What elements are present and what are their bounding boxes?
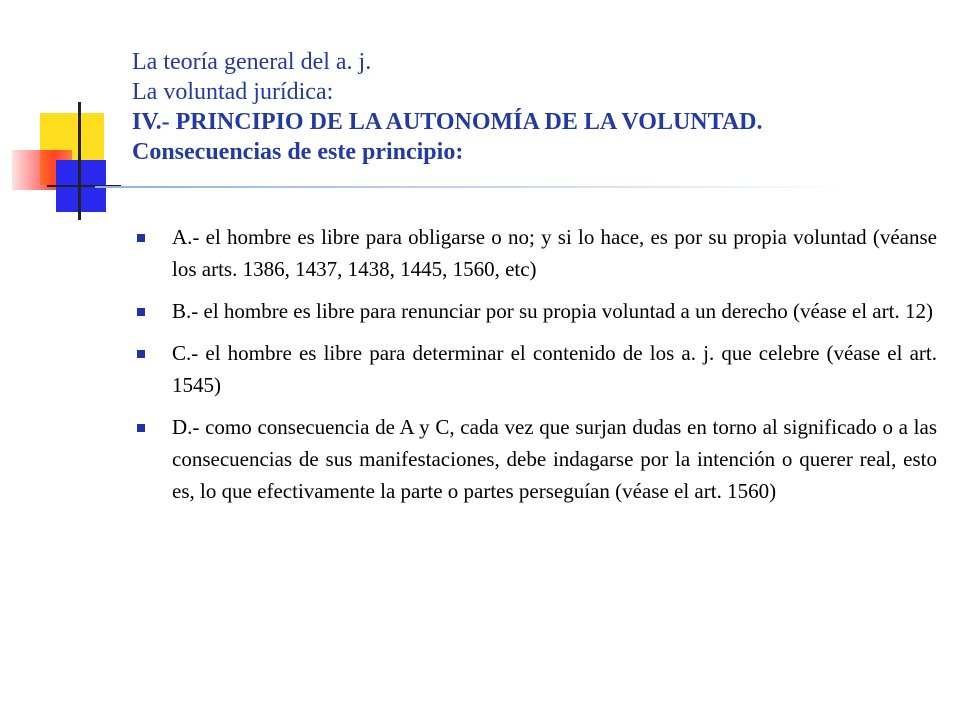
title-underline (95, 186, 855, 188)
slide-title (132, 47, 912, 167)
square-bullet-icon (137, 308, 145, 316)
bullet-item-a (137, 221, 937, 285)
bullet-text: D.- como consecuencia de A y C, cada vez que surjan dudas en torno al significado o a las consecuencias de sus manifestaciones, debe indagarse por la intención o querer real, esto es, lo que efectivamente la parte o partes perseguían (véase el art. 1560) (172, 415, 937, 503)
bullet-text: A.- el hombre es libre para obligarse o no; y si lo hace, es por su propia voluntad (véanse los arts. 1386, 1437, 1438, 1445, 1560, etc) (172, 225, 937, 281)
title-line-4: Consecuencias de este principio: (132, 139, 464, 165)
title-line-3: IV.- PRINCIPIO DE LA AUTONOMÍA DE LA VOLUNTAD. (132, 109, 763, 135)
decor-vertical-line (78, 102, 81, 220)
bullet-list (137, 221, 937, 517)
square-bullet-icon (137, 424, 145, 432)
bullet-text: B.- el hombre es libre para renunciar por su propia voluntad a un derecho (véase el art. 12) (172, 299, 933, 323)
bullet-item-c (137, 337, 937, 401)
title-line-2: La voluntad jurídica: (132, 79, 334, 105)
bullet-item-b (137, 295, 937, 327)
square-bullet-icon (137, 234, 145, 242)
bullet-text: C.- el hombre es libre para determinar el contenido de los a. j. que celebre (véase el art. 1545) (172, 341, 937, 397)
title-line-1: La teoría general del a. j. (132, 49, 372, 75)
bullet-item-d (137, 411, 937, 507)
square-bullet-icon (137, 350, 145, 358)
